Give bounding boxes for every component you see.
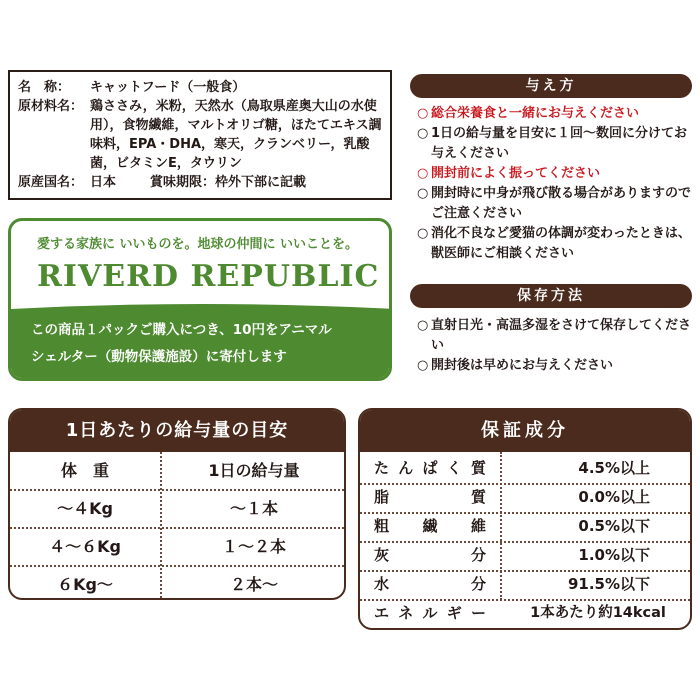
table-row: たんぱく質 4.5%以上	[374, 459, 650, 477]
circle-bullet-icon: ○	[417, 318, 429, 333]
circle-bullet-icon: ○	[417, 126, 429, 141]
info-origin-row	[18, 173, 382, 192]
storage-list	[417, 316, 695, 376]
table-row: ６Kg～ ２本～	[57, 575, 278, 594]
name-label: 名 称：	[18, 80, 71, 95]
amount-column-header: 1日の給与量	[208, 461, 300, 480]
feeding-item: ○ 総合栄養食と一緒にお与えください	[417, 104, 695, 124]
table-header-row	[10, 452, 344, 490]
feeding-item: ○ 1日の給与量を目安に１回～数回に分けてお与えください	[417, 124, 695, 164]
brand-logo-text: RIVERD REPUBLIC	[37, 259, 380, 294]
info-name-row	[18, 78, 382, 97]
feeding-title: 与え方	[410, 74, 692, 98]
circle-bullet-icon: ○	[417, 358, 429, 373]
circle-bullet-icon: ○	[417, 226, 429, 241]
origin-value: 日本	[90, 175, 117, 190]
storage-item: ○ 開封後は早めにお与えください	[417, 356, 695, 376]
product-info-box	[8, 70, 392, 200]
banner-tagline: 愛する家族に いいものを。地球の仲間に いいことを。	[37, 237, 359, 252]
brand-banner	[8, 218, 392, 381]
ingredients-value: 鶏ささみ，米粉，天然水（鳥取県産奥大山の水使用），食物繊維，マルトオリゴ糖，ほたてエキス調味料，EPA・DHA，寒天，クランベリー，乳酸菌，ビタミンE，タウリン	[90, 99, 382, 171]
origin-label: 原産国名：	[18, 175, 84, 190]
composition-body	[360, 452, 690, 630]
expiry-label: 賞味期限：	[150, 175, 216, 190]
donation-line-2: シェルター（動物保護施設）に寄付します	[31, 349, 287, 365]
weight-column-header: 体 重	[60, 461, 109, 480]
storage-title: 保存方法	[410, 284, 692, 308]
feeding-list	[417, 104, 695, 264]
info-ingredients-row	[18, 97, 382, 173]
expiry-value: 枠外下部に記載	[215, 175, 307, 190]
storage-item: ○ 直射日光・高温多湿をさけて保存してください	[417, 316, 695, 356]
feeding-item: ○ 開封前によく振ってください	[417, 164, 695, 184]
table-row: エネルギー 1本あたり約14kcal	[374, 604, 666, 622]
name-value: キャットフード（一般食）	[90, 80, 246, 95]
feeding-item: ○ 消化不良など愛猫の体調が変わったときは、獣医師にご相談ください	[417, 224, 695, 264]
circle-bullet-icon: ○	[417, 166, 429, 181]
table-row: 脂質 0.0%以上	[374, 488, 650, 506]
table-row: 粗繊維 0.5%以下	[374, 517, 650, 535]
daily-amount-body	[10, 452, 344, 600]
daily-amount-title: 1日あたりの給与量の目安	[10, 410, 344, 452]
feeding-item: ○ 開封時に中身が飛び散る場合がありますのでご注意ください	[417, 184, 695, 224]
table-row: 水分 91.5%以下	[374, 575, 650, 593]
daily-amount-table	[8, 408, 346, 600]
table-row: ４～６Kg １～２本	[49, 537, 286, 556]
circle-bullet-icon: ○	[417, 186, 429, 201]
wave-divider-icon	[11, 291, 392, 311]
origin-expiry-inline	[90, 173, 306, 192]
composition-title: 保証成分	[360, 410, 690, 452]
circle-bullet-icon: ○	[417, 106, 429, 121]
composition-table	[358, 408, 692, 630]
table-row: 灰分 1.0%以下	[374, 546, 650, 564]
ingredients-label: 原材料名：	[18, 99, 84, 114]
table-row: ～４Kg ～１本	[57, 499, 278, 518]
donation-message	[11, 309, 389, 381]
donation-line-1: この商品１パックご購入につき、10円をアニマル	[31, 322, 332, 338]
